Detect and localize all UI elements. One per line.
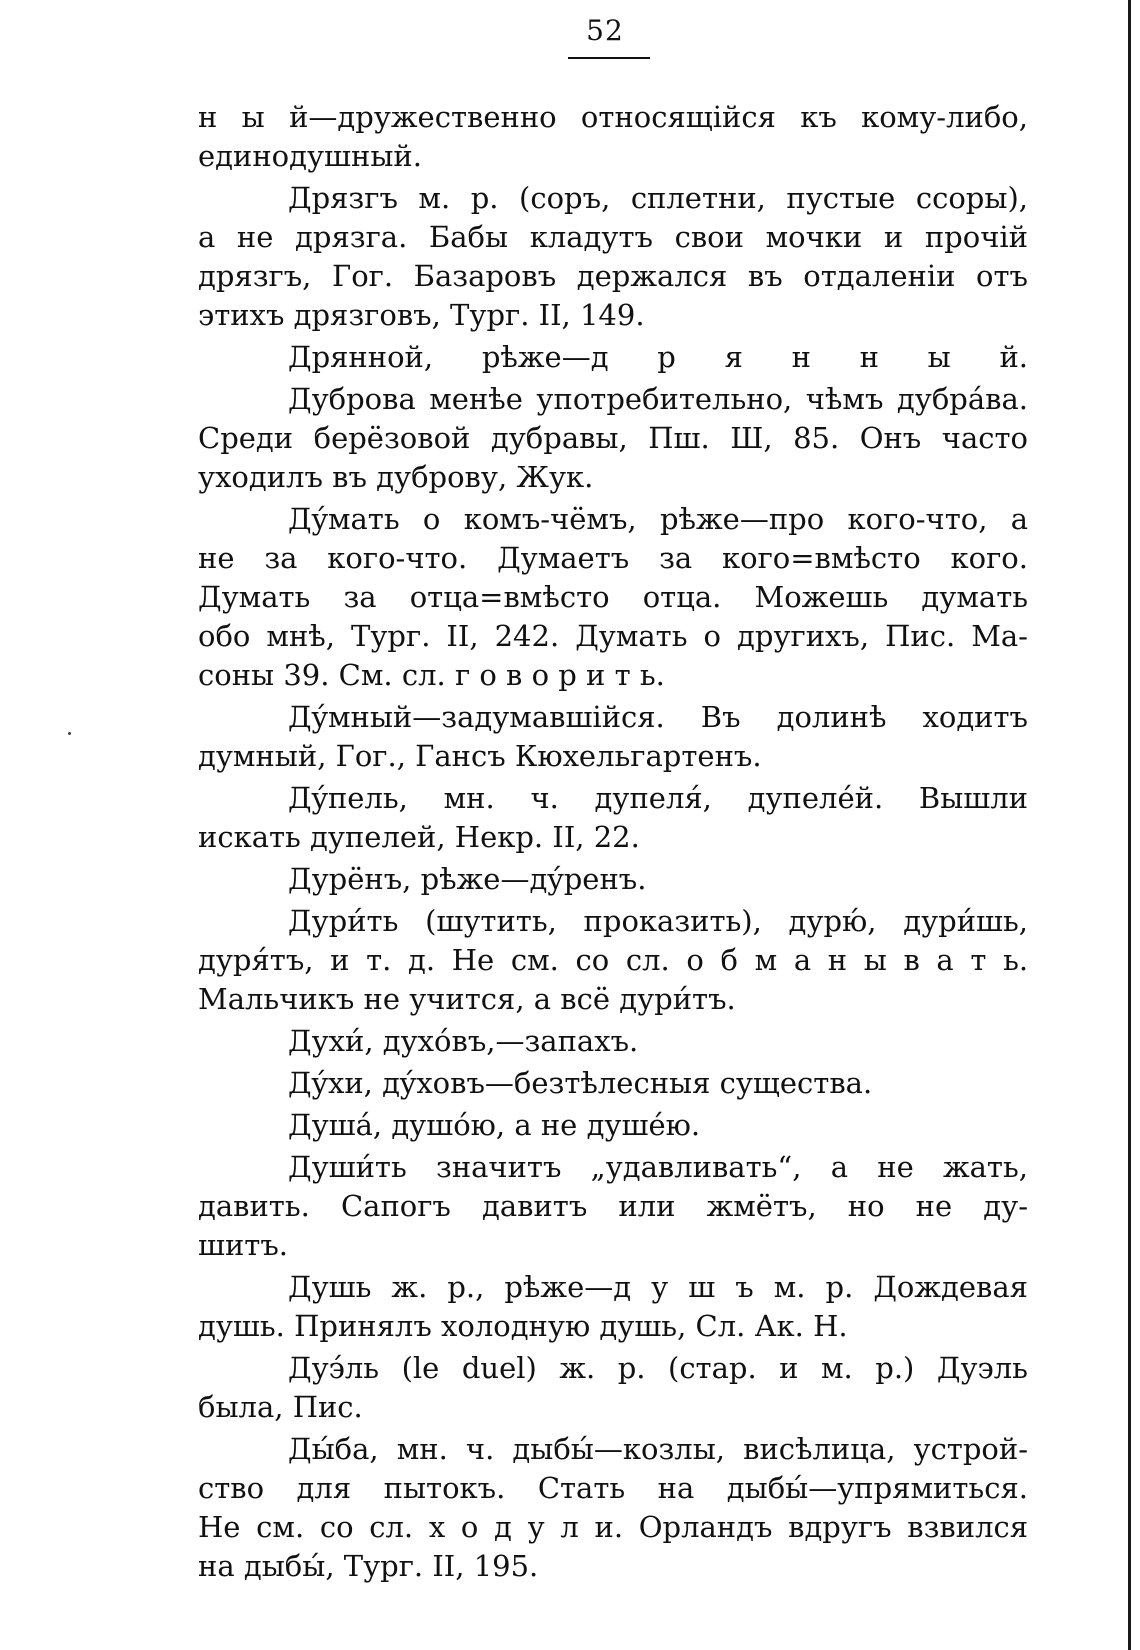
entry-first-line	[198, 338, 1028, 377]
text-line	[198, 578, 1028, 617]
dictionary-text-block	[198, 98, 1028, 1586]
text-line	[198, 218, 1028, 257]
line-text: Дуброва менѣе употребительно, чѣмъ дубрáва.	[288, 382, 1028, 416]
page-number-underline	[568, 57, 650, 59]
entry-first-line	[198, 860, 1028, 899]
line-text: Мальчикъ не учится, а всё дури́тъ.	[198, 982, 736, 1016]
line-text: шитъ.	[198, 1228, 289, 1262]
line-text: этихъ дрязговъ, Тург. II, 149.	[198, 298, 645, 332]
line-text: душь. Принялъ холодную душь, Сл. Ак. Н.	[198, 1309, 848, 1343]
line-text: думный, Гог., Гансъ Кюхельгартенъ.	[198, 739, 762, 773]
text-line	[198, 1388, 1028, 1427]
line-text: Душá, душóю, а не душéю.	[288, 1108, 701, 1142]
line-text: Дуэ́ль (le duel) ж. р. (стар. и м. р.) Дуэль	[288, 1351, 1028, 1385]
line-text: соны 39. См. сл. г о в о р и т ь.	[198, 658, 665, 692]
line-text: Ды́ба, мн. ч. дыбы́—козлы, висѣлица, устрой-	[288, 1432, 1029, 1466]
page-edge-line	[1128, 0, 1131, 1650]
line-text: Дýмный—задумавшійся. Въ долинѣ ходитъ	[288, 700, 1028, 734]
text-line	[198, 1547, 1028, 1586]
text-line	[198, 656, 1028, 695]
line-text: Дури́ть (шутить, проказить), дурю́, дури́шь,	[288, 904, 1029, 938]
line-text: Дурёнъ, рѣже—дýренъ.	[288, 862, 647, 896]
entry-first-line	[198, 698, 1028, 737]
line-text: дрязгъ, Гог. Базаровъ держался въ отдаленіи отъ	[198, 259, 1028, 293]
text-line	[198, 1307, 1028, 1346]
entry-first-line	[198, 1268, 1028, 1307]
line-text: ство для пытокъ. Стать на дыбы́—упрямиться.	[198, 1471, 1028, 1505]
text-line	[198, 1187, 1028, 1226]
text-line	[198, 980, 1028, 1019]
text-line	[198, 1508, 1028, 1547]
line-text: Души́ть значитъ „удавливать“, а не жать,	[288, 1150, 1028, 1184]
line-text: Дрязгъ м. р. (соръ, сплетни, пустые ссоры),	[288, 181, 1028, 215]
entry-first-line	[198, 179, 1028, 218]
line-text: Дýхи, дýховъ—безтѣлесныя существа.	[288, 1066, 873, 1100]
entry-first-line	[198, 902, 1028, 941]
line-text: н ы й—дружественно относящійся къ кому-либо,	[198, 100, 1028, 134]
text-line	[198, 539, 1028, 578]
text-line	[198, 458, 1028, 497]
line-text: дуря́тъ, и т. д. Не см. со сл. о б м а н ы в а т ь.	[198, 943, 1029, 977]
line-text: Дýпель, мн. ч. дупеля́, дупелéй. Вышли	[288, 781, 1029, 815]
text-line	[198, 617, 1028, 656]
line-text: не за кого-что. Думаетъ за кого=вмѣсто кого.	[198, 541, 1028, 575]
line-text: Среди берёзовой дубравы, Пш. Ш, 85. Онъ часто	[198, 421, 1028, 455]
line-text: уходилъ въ дуброву, Жук.	[198, 460, 594, 494]
text-line	[198, 941, 1028, 980]
line-text: была, Пис.	[198, 1390, 363, 1424]
text-line	[198, 1469, 1028, 1508]
text-line	[198, 1226, 1028, 1265]
entry-first-line	[198, 380, 1028, 419]
page-number: 52	[586, 14, 624, 47]
line-text: на дыбы́, Тург. II, 195.	[198, 1549, 539, 1583]
line-text: давить. Сапогъ давитъ или жмётъ, но не ду-	[198, 1189, 1029, 1223]
line-text: Дрянной, рѣже—д р я н н ы й.	[288, 340, 1029, 374]
text-line	[198, 296, 1028, 335]
entry-first-line	[198, 500, 1028, 539]
line-text: обо мнѣ, Тург. II, 242. Думать о другихъ, Пис. Ма-	[198, 619, 1028, 653]
line-text: Дýмать о комъ-чёмъ, рѣже—про кого-что, а	[288, 502, 1029, 536]
text-line	[198, 98, 1028, 137]
line-text: Думать за отца=вмѣсто отца. Можешь думать	[198, 580, 1029, 614]
text-line	[198, 137, 1028, 176]
entry-first-line	[198, 1064, 1028, 1103]
scan-speck	[68, 732, 71, 735]
entry-first-line	[198, 1349, 1028, 1388]
line-text: а не дрязга. Бабы кладутъ свои мочки и прочій	[198, 220, 1028, 254]
text-line	[198, 257, 1028, 296]
text-line	[198, 737, 1028, 776]
entry-first-line	[198, 1430, 1028, 1469]
line-text: Духи́, духóвъ,—запахъ.	[288, 1024, 639, 1058]
line-text: Душь ж. р., рѣже—д у ш ъ м. р. Дождевая	[288, 1270, 1028, 1304]
line-text: единодушный.	[198, 139, 422, 173]
line-text: искать дупелей, Некр. II, 22.	[198, 820, 640, 854]
entry-first-line	[198, 1106, 1028, 1145]
entry-first-line	[198, 1148, 1028, 1187]
entry-first-line	[198, 1022, 1028, 1061]
line-text: Не см. со сл. х о д у л и. Орландъ вдругъ взвился	[198, 1510, 1029, 1544]
text-line	[198, 419, 1028, 458]
entry-first-line	[198, 779, 1028, 818]
text-line	[198, 818, 1028, 857]
